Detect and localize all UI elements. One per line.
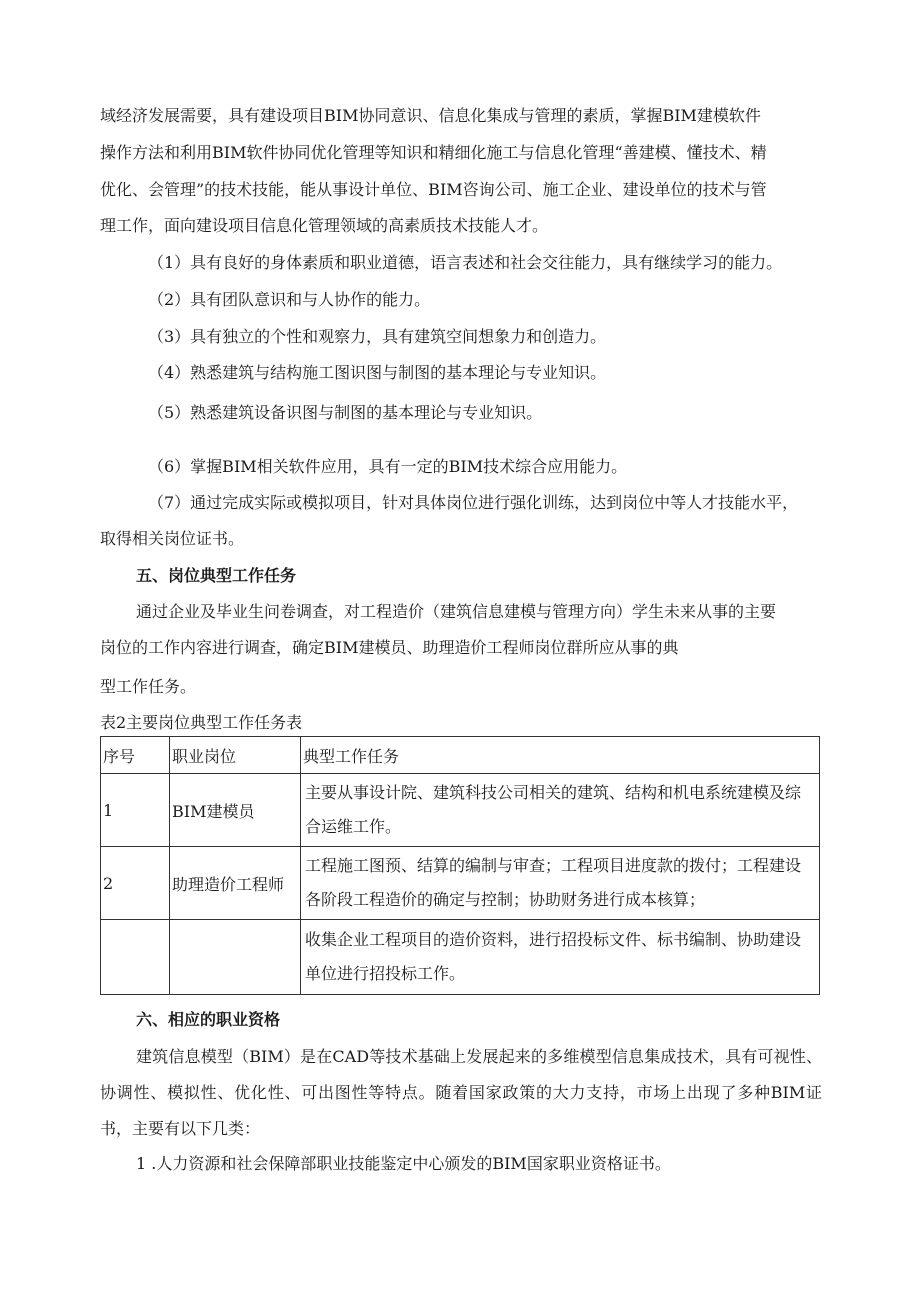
table-row: [101, 774, 820, 847]
table-caption: 表2主要岗位典型工作任务表: [100, 713, 303, 732]
jobs-table: [100, 736, 820, 995]
paragraph: 建筑信息模型（BIM）是在CAD等技术基础上发展起来的多维模型信息集成技术，具有可视性、协调性、模拟性、优化性、可出图性等特点。随着国家政策的大力支持，市场上出现了多种BIM证书，主要有以下几类：: [100, 1047, 822, 1138]
job-task: 收集企业工程项目的造价资料，进行招投标文件、标书编制、协助建设单位进行招投标工作。: [301, 920, 820, 995]
requirement-item: 取得相关岗位证书。: [100, 529, 245, 548]
requirement-item: （1）具有良好的身体素质和职业道德，语言表述和社会交往能力，具有继续学习的能力。: [148, 253, 783, 272]
row-number: [101, 920, 170, 995]
requirement-item: （5）熟悉建筑设备识图与制图的基本理论与专业知识。: [148, 403, 543, 422]
section-heading: 五、岗位典型工作任务: [136, 566, 297, 585]
job-post: [170, 920, 301, 995]
row-number: 2: [101, 847, 170, 920]
requirement-item: （6）掌握BIM相关软件应用，具有一定的BIM技术综合应用能力。: [148, 457, 628, 476]
list-item: 1 .人力资源和社会保障部职业技能鉴定中心颁发的BIM国家职业资格证书。: [136, 1154, 671, 1173]
requirement-item: （3）具有独立的个性和观察力，具有建筑空间想象力和创造力。: [148, 327, 607, 346]
job-task: 工程施工图预、结算的编制与审查；工程项目进度款的拨付；工程建设各阶段工程造价的确定与控制；协助财务进行成本核算；: [301, 847, 820, 920]
paragraph-line: 型工作任务。: [100, 677, 197, 696]
requirement-item: （2）具有团队意识和与人协作的能力。: [148, 290, 431, 309]
paragraph-line: 岗位的工作内容进行调查，确定BIM建模员、助理造价工程师岗位群所应从事的典: [100, 638, 679, 657]
intro-line: 理工作，面向建设项目信息化管理领域的高素质技术技能人才。: [100, 216, 549, 235]
table-row: [101, 847, 820, 920]
table-header-row: [101, 737, 820, 774]
header-cell: 典型工作任务: [301, 737, 820, 774]
paragraph-line: 通过企业及毕业生问卷调查，对工程造价（建筑信息建模与管理方向）学生未来从事的主要: [136, 602, 777, 621]
job-task: 主要从事设计院、建筑科技公司相关的建筑、结构和机电系统建模及综合运维工作。: [301, 774, 820, 847]
intro-line: 域经济发展需要，具有建设项目BIM协同意识、信息化集成与管理的素质，掌握BIM建模软件: [100, 106, 761, 125]
intro-line: 操作方法和利用BIM软件协同优化管理等知识和精细化施工与信息化管理“善建模、懂技术、精: [100, 143, 767, 162]
section-heading: 六、相应的职业资格: [136, 1010, 281, 1029]
job-post: BIM建模员: [170, 774, 301, 847]
header-cell: 序号: [101, 737, 170, 774]
table-row: [101, 920, 820, 995]
header-cell: 职业岗位: [170, 737, 301, 774]
requirement-item: （7）通过完成实际或模拟项目，针对具体岗位进行强化训练，达到岗位中等人才技能水平，: [148, 493, 799, 512]
row-number: 1: [101, 774, 170, 847]
intro-line: 优化、会管理”的技术技能，能从事设计单位、BIM咨询公司、施工企业、建设单位的技术与管: [100, 180, 767, 199]
job-post: 助理造价工程师: [170, 847, 301, 920]
requirement-item: （4）熟悉建筑与结构施工图识图与制图的基本理论与专业知识。: [148, 363, 607, 382]
